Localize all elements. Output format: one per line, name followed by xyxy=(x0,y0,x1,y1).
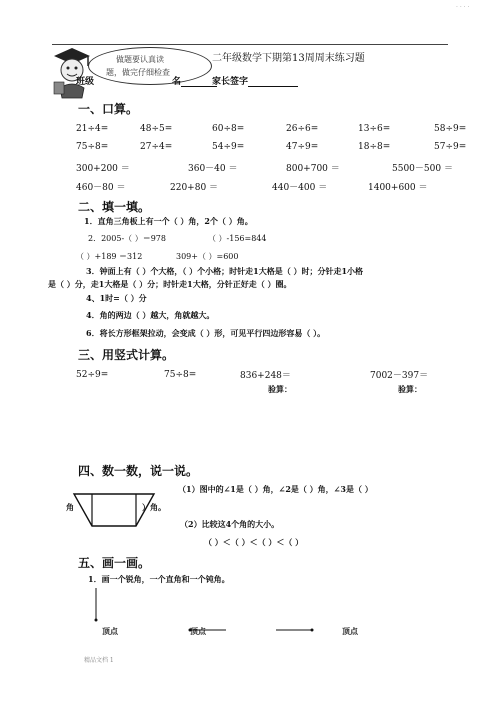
draw-question-1: 1．画一个锐角，一个直角和一个钝角。 xyxy=(88,574,230,584)
oral-item: 360－40 ＝ xyxy=(188,164,238,174)
oral-item: 58÷9= xyxy=(434,124,467,134)
oral-item: 1400+600 ＝ xyxy=(368,183,428,193)
check-label: 验算： xyxy=(268,384,292,394)
header-rule xyxy=(52,44,448,45)
page-title: 二年级数学下期第13周周末练习题 xyxy=(212,53,365,64)
angles-order: （ ）＜（ ）＜（ ）＜（ ） xyxy=(204,537,304,547)
bubble-line-2: 题，做完仔细检查 xyxy=(106,68,170,77)
parent-sign-label: 家长签字 xyxy=(212,74,298,87)
angles-question-1: （1）图中的∠1是（ ）角，∠2是（ ）角，∠3是（ ） xyxy=(178,484,373,494)
oral-item: 26÷6= xyxy=(286,124,319,134)
vertical-item: 52÷9= xyxy=(76,370,109,380)
section-vertical-title: 三、用竖式计算。 xyxy=(78,348,175,362)
footer-text: 精品文档 1 xyxy=(84,657,114,664)
section-angles-title: 四、数一数，说一说。 xyxy=(78,464,199,478)
name-label: 名 xyxy=(172,74,217,87)
oral-item: 57÷9= xyxy=(434,142,467,152)
class-label: 班级 xyxy=(76,77,95,87)
oral-item: 440－400 ＝ xyxy=(272,183,328,193)
fill-question-1: 1．直角三角板上有一个（ ）角，2个（ ）角。 xyxy=(84,216,253,226)
vertex-guides xyxy=(90,582,330,642)
oral-item: 5500－500 ＝ xyxy=(392,164,453,174)
oral-item: 54÷9= xyxy=(212,142,245,152)
oral-item: 800+700 ＝ xyxy=(286,164,340,174)
fill-question-2c: （ ）+189 ＝312 xyxy=(76,252,143,261)
vertex-label: 顶点 xyxy=(190,626,206,636)
oral-item: 48÷5= xyxy=(140,124,173,134)
vertical-item: 75÷8= xyxy=(164,370,197,380)
section-fill-title: 二、填一填。 xyxy=(78,200,151,214)
vertex-label: 顶点 xyxy=(342,626,358,636)
corner-mark: · · · · xyxy=(456,4,470,11)
fill-question-3b: 是（ ）分，走1大格是（ ）分；时针走1大格，分针正好走（ ）圈。 xyxy=(48,279,292,289)
oral-item: 300+200 ＝ xyxy=(76,164,130,174)
oral-item: 18÷8= xyxy=(358,142,391,152)
oral-item: 75÷8= xyxy=(76,142,109,152)
vertical-item: 7002－397＝ xyxy=(370,371,429,381)
oral-item: 21÷4= xyxy=(76,124,109,134)
bubble-line-1: 做题要认真读 xyxy=(116,55,164,64)
oral-item: 27÷4= xyxy=(140,142,173,152)
fill-question-4: 4、1时=（ ）分 xyxy=(86,293,147,303)
fill-question-5: 4．角的两边（ ）越大，角就越大。 xyxy=(86,310,215,320)
fill-question-2a: 2．2005-（ ）＝978 xyxy=(88,234,166,243)
section-draw-title: 五、画一画。 xyxy=(78,556,151,570)
angles-question-2: （2）比较这4个角的大小。 xyxy=(180,519,280,529)
vertical-item: 836+248＝ xyxy=(240,371,291,381)
mascot-icon xyxy=(48,44,96,100)
fill-question-2d: 309+（ ）=600 xyxy=(176,252,239,261)
vertex-label: 顶点 xyxy=(102,626,118,636)
oral-item: 47÷9= xyxy=(286,142,319,152)
oral-item: 60÷8= xyxy=(212,124,245,134)
check-label: 验算： xyxy=(398,384,422,394)
oral-item: 220+80 ＝ xyxy=(170,183,219,193)
fill-question-2b: （ ）-156=844 xyxy=(208,234,267,243)
angles-question-1-tail-b: ）角。 xyxy=(142,502,166,512)
section-oral-title: 一、口算。 xyxy=(78,102,139,116)
oral-item: 460－80 ＝ xyxy=(76,183,126,193)
fill-question-3a: 3．钟面上有（ ）个大格，（ ）个小格；时针走1大格是（ ）时；分针走1小格 xyxy=(86,266,364,276)
oral-item: 13÷6= xyxy=(358,124,391,134)
fill-question-6: 6．将长方形框架拉动，会变成（ ）形，可见平行四边形容易（ ）。 xyxy=(86,328,326,338)
angles-question-1-tail-a: 角 xyxy=(66,502,74,512)
